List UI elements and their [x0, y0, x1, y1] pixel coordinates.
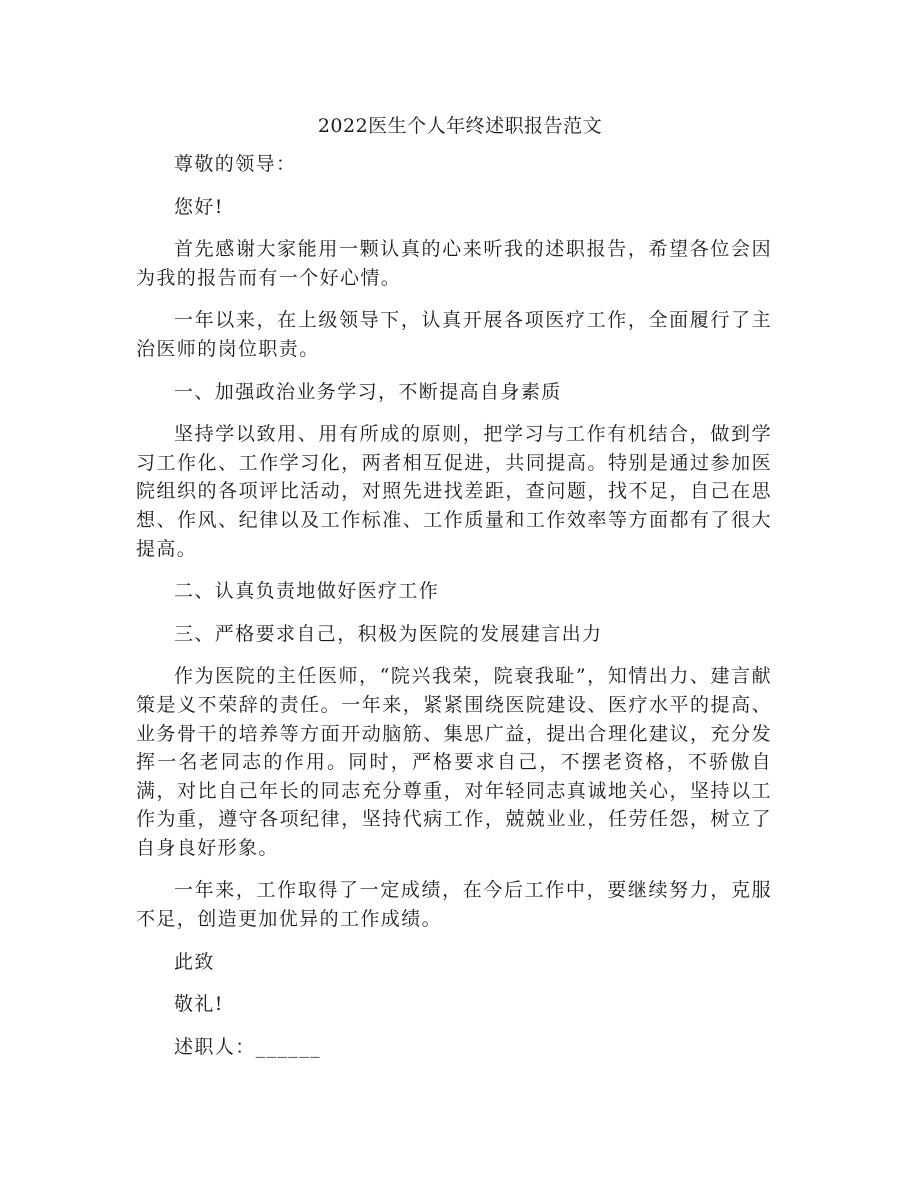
signature-line: [136, 1033, 772, 1062]
paragraph-conclusion: 一年来，工作取得了一定成绩，在今后工作中，要继续努力，克服不足，创造更加优异的工作成绩。: [136, 879, 772, 931]
closing-line-1: 此致: [174, 950, 215, 973]
paragraph-contribution: 作为医院的主任医师，“院兴我荣，院衰我耻”，知情出力、建言献策是义不荣辞的责任。一年来，紧紧围绕医院建设、医疗水平的提高、业务骨干的培养等方面开动脑筋、集思广益，提出合理化建议，充分发挥一名老同志的作用。同时，严格要求自己，不摆老资格，不骄傲自满，对比自己年长的同志充分尊重，对年轻同志真诚地关心，坚持以工作为重，遵守各项纪律，坚持代病工作，兢兢业业，任劳任怨，树立了自身良好形象。: [136, 665, 772, 859]
closing-line-2: 敬礼!: [174, 993, 224, 1016]
signature-blank: ______: [255, 1035, 322, 1058]
paragraph-overview: 一年以来，在上级领导下，认真开展各项医疗工作，全面履行了主治医师的岗位职责。: [136, 309, 772, 360]
signature-label: 述职人：: [174, 1035, 256, 1058]
section-heading-3: 三、严格要求自己，积极为医院的发展建言出力: [174, 622, 603, 645]
greeting: 尊敬的领导：: [174, 153, 297, 175]
section-heading-2: 二、认真负责地做好医疗工作: [174, 580, 440, 603]
document-body: [136, 150, 772, 1075]
section-heading-1: 一、加强政治业务学习，不断提高自身素质: [174, 380, 562, 403]
paragraph-intro: 首先感谢大家能用一颗认真的心来听我的述职报告，希望各位会因为我的报告而有一个好心情。: [136, 238, 772, 289]
document-title: 2022医生个人年终述职报告范文: [317, 115, 603, 137]
paragraph-study: 坚持学以致用、用有所成的原则，把学习与工作有机结合，做到学习工作化、工作学习化，两者相互促进，共同提高。特别是通过参加医院组织的各项评比活动，对照先进找差距，查问题，找不足，自己在思想、作风、纪律以及工作标准、工作质量和工作效率等方面都有了很大提高。: [136, 423, 772, 560]
salutation: 您好!: [174, 195, 224, 218]
